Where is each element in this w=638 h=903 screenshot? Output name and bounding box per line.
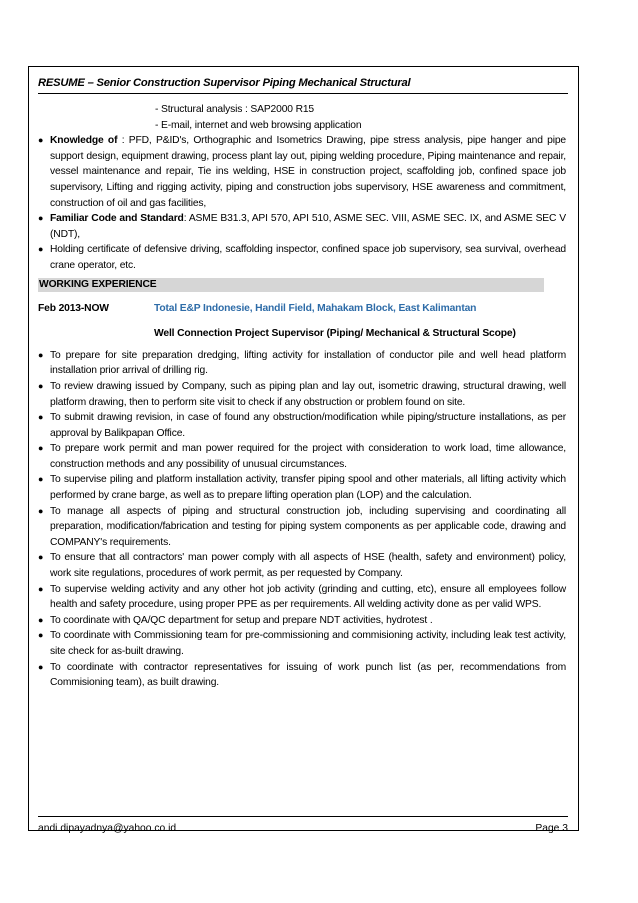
bullet-icon: ● — [38, 349, 44, 360]
duty-text: To supervise piling and platform installation activity, transfer piping spool and other materials, all lifting activity which performed by crane barge, as well as to prepare lifting operation plan (LOP) and the calculation. — [50, 474, 566, 502]
duty-item — [38, 348, 566, 379]
footer-email: andi.dipayadnya@yahoo.co.id — [38, 823, 177, 834]
job-header — [38, 301, 566, 317]
footer-divider — [38, 816, 568, 817]
bullet-icon: ● — [38, 474, 44, 485]
duty-text: To prepare for site preparation dredging, lifting activity for installation of conductor pile and well head platform installation prior arrival of drilling rig. — [50, 349, 566, 377]
duty-text: To supervise welding activity and any other hot job activity (grinding and cutting, etc), ensure all employees follow health and safety procedure, using proper PPE as per requirements. All welding activity done as per valid WPS. — [50, 583, 566, 611]
duty-text: To manage all aspects of piping and structural construction job, including supervising and coordinating all preparation, modification/fabrication and testing for piping system components as per applicable code, drawing and COMPANY's requirements. — [50, 505, 566, 548]
skill-item-knowledge — [38, 133, 566, 211]
bullet-icon: ● — [38, 213, 44, 224]
duty-text: To prepare work permit and man power required for the project with consideration to work load, time allowance, construction methods and any possibility of unusual circumstances. — [50, 443, 566, 470]
duty-item — [38, 504, 566, 551]
bullet-icon: ● — [38, 552, 44, 563]
duty-text: To coordinate with Commissioning team for pre-commissioning and commisioning activity, including leak test activity, site check for as-built drawing. — [50, 630, 566, 657]
bullet-icon: ● — [38, 380, 44, 391]
duty-text: To submit drawing revision, in case of found any obstruction/modification while piping/structure installations, as per approval by Balikpapan Office. — [50, 412, 566, 439]
duty-item — [38, 550, 566, 581]
duty-item — [38, 379, 566, 410]
duty-item — [38, 613, 566, 629]
resume-header-title: RESUME – Senior Construction Supervisor Piping Mechanical Structural — [38, 77, 411, 89]
software-item: - E-mail, internet and web browsing application — [155, 119, 362, 131]
duties-list — [38, 348, 566, 691]
section-heading-working-experience: WORKING EXPERIENCE — [38, 278, 544, 292]
software-item: - Structural analysis : SAP2000 R15 — [155, 104, 315, 115]
bullet-icon: ● — [38, 135, 44, 146]
duty-item — [38, 628, 566, 659]
duty-item — [38, 441, 566, 472]
job-title: Well Connection Project Supervisor (Piping/ Mechanical & Structural Scope) — [154, 328, 516, 340]
bullet-icon: ● — [38, 630, 44, 641]
bullet-icon: ● — [38, 443, 44, 454]
duty-item — [38, 660, 566, 691]
header-divider — [38, 93, 568, 94]
bullet-icon: ● — [38, 661, 44, 672]
duty-text: To review drawing issued by Company, such as piping plan and lay out, isometric drawing, structural drawing, well platform drawing, then to perform site visit to check if any obstruction or problem found on site. — [50, 380, 566, 408]
duty-item — [38, 582, 566, 613]
job-date: Feb 2013-NOW — [38, 302, 109, 314]
skill-text: Holding certificate of defensive driving, scaffolding inspector, confined space job supervisory, sea survival, overhead crane operator, etc. — [50, 244, 566, 271]
duty-item — [38, 472, 566, 503]
duty-item — [38, 410, 566, 441]
skill-text: : ASME B31.3, API 570, API 510, ASME SEC. VIII, ASME SEC. IX, and ASME SEC V (NDT), — [50, 213, 566, 240]
bullet-icon: ● — [38, 244, 44, 255]
bullet-icon: ● — [38, 505, 44, 516]
bullet-icon: ● — [38, 614, 44, 625]
skill-item-certificates — [38, 242, 566, 273]
skill-text: : PFD, P&ID's, Orthographic and Isometrics Drawing, pipe stress analysis, pipe hanger and pipe support design, equipment drawing, process plant lay out, piping welding procedure, Piping maintenance and repair, vessel maintenance and repair, Tie ins welding, HSE in construction project, scaffolding job, confined space job supervisory, Lifting and rigging activity, piping and construction jobs supervisory, HSE awareness and commitment, construction of oil and gas facilities, — [50, 135, 566, 209]
skill-item-codes — [38, 211, 566, 242]
job-company: Total E&P Indonesie, Handil Field, Mahakam Block, East Kalimantan — [154, 302, 477, 314]
resume-content — [38, 102, 566, 691]
bullet-icon: ● — [38, 583, 44, 594]
duty-text: To coordinate with QA/QC department for setup and prepare NDT activities, hydrotest . — [50, 614, 433, 626]
skill-label: Knowledge of — [50, 135, 118, 147]
duty-text: To coordinate with contractor representatives for issuing of work punch list (as per, recommendations from Commisioning team), as built drawing. — [50, 661, 566, 689]
footer-page-number: Page 3 — [535, 823, 568, 834]
skill-label: Familiar Code and Standard — [50, 213, 184, 225]
bullet-icon: ● — [38, 412, 44, 423]
skills-list — [38, 133, 566, 273]
duty-text: To ensure that all contractors' man power comply with all aspects of HSE (health, safety and environment) policy, work site regulations, procedures of work permit, as per requested by Company. — [50, 552, 566, 580]
